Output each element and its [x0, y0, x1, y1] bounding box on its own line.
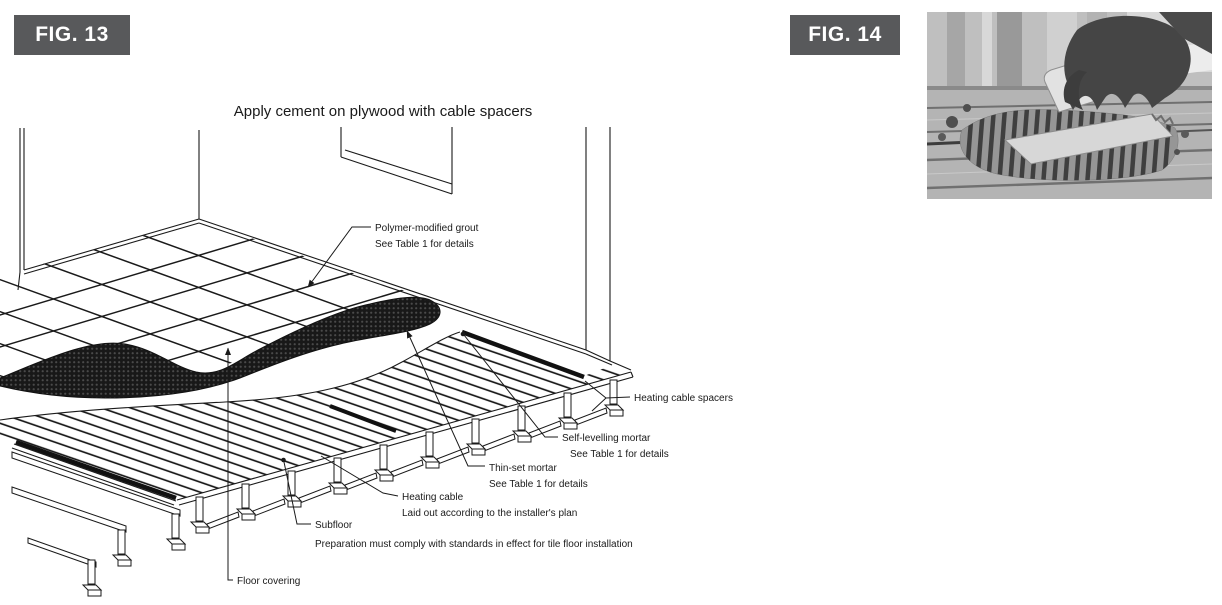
callout-floor-covering-line1: Floor covering — [237, 576, 301, 587]
leader-subfloor-dot — [281, 458, 286, 463]
fig14-photo — [927, 12, 1212, 199]
callout-self-levelling-line1: Self-levelling mortar — [562, 433, 651, 444]
callout-thinset-line1: Thin-set mortar — [489, 463, 557, 474]
callout-subfloor-line1: Subfloor — [315, 520, 353, 531]
callout-grout-line1: Polymer-modified grout — [375, 223, 479, 234]
fig13-diagram — [0, 95, 760, 605]
callout-subfloor-line2: Preparation must comply with standards in effect for tile floor installation — [315, 539, 633, 550]
callout-self-levelling-line2: See Table 1 for details — [570, 449, 669, 460]
fig14-label: FIG. 14 — [808, 23, 882, 46]
callout-thinset-line2: See Table 1 for details — [489, 479, 588, 490]
callout-spacers-line1: Heating cable spacers — [634, 393, 733, 404]
callout-grout-line2: See Table 1 for details — [375, 239, 474, 250]
leader-self-levelling-dot — [461, 332, 466, 337]
fig13-label-box — [14, 15, 130, 55]
callout-heating-cable-line1: Heating cable — [402, 492, 464, 503]
fig13-title: Apply cement on plywood with cable spacers — [233, 103, 533, 120]
callout-heating-cable-line2: Laid out according to the installer's plan — [402, 508, 578, 519]
fig14-label-box — [790, 15, 900, 55]
fig13-label: FIG. 13 — [35, 23, 109, 46]
